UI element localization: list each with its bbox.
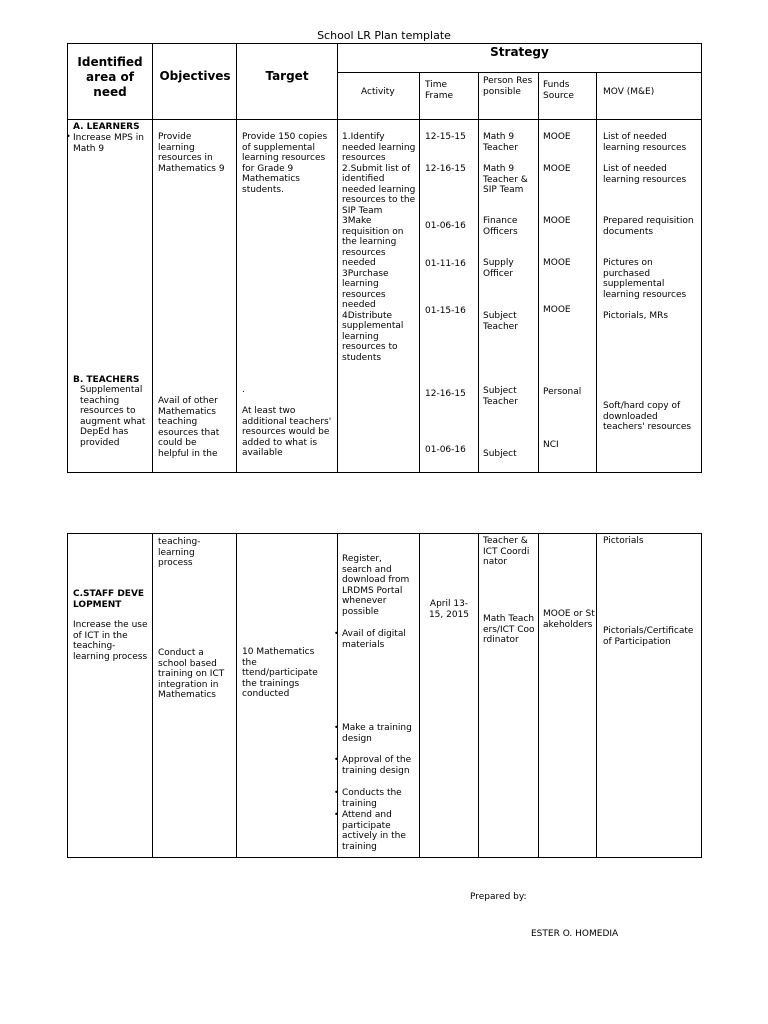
bullet-icon: • xyxy=(334,788,339,797)
activity-register: Register, search and download from LRDMS Portal whenever possible xyxy=(342,554,410,617)
activity-approval: Approval of the training design xyxy=(342,755,412,776)
activity-training-design: Make a training design xyxy=(342,723,412,744)
time-frame-5: 01-15-16 xyxy=(425,306,466,316)
header-person-responsible: Person Responsible xyxy=(483,76,533,97)
staff-funds: MOOE or Stakeholders xyxy=(543,609,595,630)
teachers-target: At least two additional teachers' resources would be added to what is available xyxy=(242,406,332,458)
bullet-icon: • xyxy=(334,755,339,764)
teachers-mov-1: Soft/hard copy of downloaded teachers' resources xyxy=(603,401,692,432)
teachers-need: Supplemental teaching resources to augment what DepEd has provided xyxy=(80,385,146,448)
teachers-heading: B. TEACHERS xyxy=(73,375,140,385)
bullet-icon: • xyxy=(334,629,339,638)
header-target: Target xyxy=(265,69,309,83)
funds-source-5: MOOE xyxy=(543,305,571,315)
header-funds-source: Funds Source xyxy=(543,80,574,101)
staff-person-2: Math Teachers/ICT Coordinator xyxy=(483,614,535,645)
activity-conducts: Conducts the training xyxy=(342,788,402,809)
page-title: School LR Plan template xyxy=(317,29,451,42)
staff-development-heading: C.STAFF DEVELOPMENT xyxy=(73,589,145,610)
bullet-icon: • xyxy=(66,132,71,141)
staff-mov-2: Pictorials/Certificate of Participation xyxy=(603,626,694,647)
teachers-person-1: Subject Teacher xyxy=(483,386,518,407)
header-area: Identified area of need xyxy=(77,55,143,99)
teachers-time-frame-2: 01-06-16 xyxy=(425,445,466,455)
staff-objective: Conduct a school based training on ICT integration in Mathematics xyxy=(158,648,225,700)
teachers-person-2: Subject xyxy=(483,449,517,459)
funds-source-2: MOOE xyxy=(543,164,571,174)
funds-source-4: MOOE xyxy=(543,258,571,268)
bullet-icon: • xyxy=(334,723,339,732)
header-activity: Activity xyxy=(361,87,395,97)
learners-need: Increase MPS in Math 9 xyxy=(73,133,144,154)
time-frame-2: 12-16-15 xyxy=(425,164,466,174)
person-responsible-1: Math 9 Teacher xyxy=(483,132,518,153)
staff-need: Increase the use of ICT in the teaching-learning process xyxy=(73,620,148,662)
funds-source-1: MOOE xyxy=(543,132,571,142)
objective-continued: teaching-learning process xyxy=(158,537,201,568)
staff-person-1: Teacher & ICT Coordinator xyxy=(483,536,530,567)
time-frame-1: 12-15-15 xyxy=(425,132,466,142)
teachers-target-dot: . xyxy=(242,385,245,395)
person-responsible-3: Finance Officers xyxy=(483,216,518,237)
header-time-frame: Time Frame xyxy=(425,80,454,101)
prepared-by-name: ESTER O. HOMEDIA xyxy=(531,929,619,939)
teachers-funds-2: NCI xyxy=(543,440,559,450)
mov-2: List of needed learning resources xyxy=(603,164,687,185)
staff-target: 10 Mathematics the ttend/participate the trainings conducted xyxy=(242,647,318,699)
activity-attend: Attend and participate actively in the training xyxy=(342,810,406,852)
time-frame-4: 01-11-16 xyxy=(425,259,466,269)
teachers-time-frame-1: 12-16-15 xyxy=(425,389,466,399)
funds-source-3: MOOE xyxy=(543,216,571,226)
mov-1: List of needed learning resources xyxy=(603,132,687,153)
learners-objective: Provide learning resources in Mathematics 9 xyxy=(158,132,225,174)
mov-4: Pictures on purchased supplemental learning resources xyxy=(603,258,687,300)
header-mov: MOV (M&E) xyxy=(603,87,655,97)
prepared-by-label: Prepared by: xyxy=(470,892,527,902)
staff-time-frame: April 13-15, 2015 xyxy=(428,599,470,620)
learners-activities: 1.Identify needed learning resources 2.Submit list of identified needed learning resources to the SIP Team 3Make requisition on the learning resources needed 3Purchase learning resources needed 4Distribute supplemental learning resources to students xyxy=(342,132,416,363)
header-strategy: Strategy xyxy=(490,45,549,59)
person-responsible-5: Subject Teacher xyxy=(483,311,518,332)
person-responsible-4: Supply Officer xyxy=(483,258,514,279)
mov-3: Prepared requisition documents xyxy=(603,216,694,237)
learners-target: Provide 150 copies of supplemental learning resources for Grade 9 Mathematics students. xyxy=(242,132,328,195)
teachers-funds-1: Personal xyxy=(543,387,582,397)
person-responsible-2: Math 9 Teacher & SIP Team xyxy=(483,164,528,195)
time-frame-3: 01-06-16 xyxy=(425,221,466,231)
mov-5: Pictorials, MRs xyxy=(603,311,669,321)
teachers-objective: Avail of other Mathematics teaching esources that could be helpful in the xyxy=(158,396,220,459)
bullet-icon: • xyxy=(334,810,339,819)
header-objectives: Objectives xyxy=(159,69,231,83)
activity-avail: Avail of digital materials xyxy=(342,629,406,650)
learners-heading: A. LEARNERS xyxy=(73,122,140,132)
staff-mov-1: Pictorials xyxy=(603,536,644,546)
